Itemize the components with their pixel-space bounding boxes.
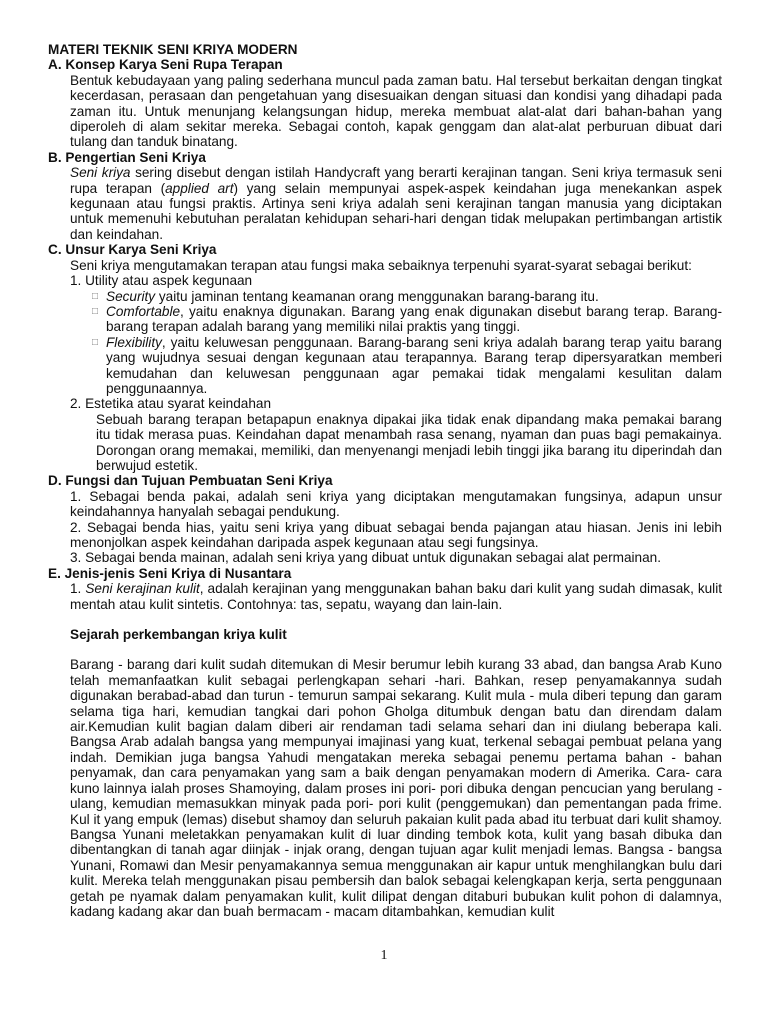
list-item: □ Security yaitu jaminan tentang keamanan orang menggunakan barang-barang itu. xyxy=(92,288,599,304)
list-item: 1. Sebagai benda pakai, adalah seni kriya yang diciptakan mengutamakan fungsinya, adapun unsur keindahannya hanyalah sebagai pendukung. xyxy=(70,488,722,520)
section-c-item-2-body: Sebuah barang terapan betapapun enaknya dipakai jika tidak enak dipandang maka pemakai barang itu tidak merasa puas. Keindahan dapat menambah rasa senang, nyaman dan puas bagi pemakainya. Dorongan orang memakai, memiliki, dan menyenangi menjadi lebih tinggi jika barang itu diperindah dan berwujud estetik. xyxy=(96,411,722,473)
section-a-heading: A. Konsep Karya Seni Rupa Terapan xyxy=(48,57,283,73)
section-c-intro: Seni kriya mengutamakan terapan atau fungsi maka sebaiknya terpenuhi syarat-syarat sebagai berikut: xyxy=(70,257,692,273)
section-c-item-1: 1. Utility atau aspek kegunaan xyxy=(70,273,253,289)
section-d-heading: D. Fungsi dan Tujuan Pembuatan Seni Kriya xyxy=(48,473,333,489)
section-c-heading: C. Unsur Karya Seni Kriya xyxy=(48,242,217,258)
section-b-body: Seni kriya sering disebut dengan istilah Handycraft yang berarti kerajinan tangan. Seni kriya termasuk seni rupa terapan (applied art) yang selain mempunyai aspek-aspek keindahan juga menekankan aspek kegunaan atau fungsi praktis. Artinya seni kriya adalah seni kerajinan tangan manusia yang diciptakan untuk memenuhi kebutuhan peralatan kehidupan sehari-hari dengan tidak melupakan pertimbangan artistik dan keindahan. xyxy=(70,165,722,242)
section-e-heading: E. Jenis-jenis Seni Kriya di Nusantara xyxy=(48,565,292,581)
list-item: 3. Sebagai benda mainan, adalah seni kriya yang dibuat untuk digunakan sebagai alat permainan. xyxy=(70,550,661,566)
checkbox-bullet-icon: □ xyxy=(92,305,99,317)
term-applied-art: applied art xyxy=(165,180,234,196)
history-body: Barang - barang dari kulit sudah ditemukan di Mesir berumur lebih kurang 33 abad, dan bangsa Arab Kuno telah memanfaatkan kulit sebagai perlengkapan sehari -hari. Bahkan, resep penyamakannya sudah digunakan berabad-abad dan turun - temurun sampai sekarang. Kulit mula - mula diberi tepung dan garam selama tiga hari, kemudian tangkai dari pohon Gholga ditumbuk dengan batu dan direndam dalam air.Kemudian kulit bagian dalam diberi air rendaman tadi selama sehari dan ini diulang beberapa kali. Bangsa Arab adalah bangsa yang mempunyai imajinasi yang kuat, terkenal sebagai pembuat pelana yang indah. Demikian juga bangsa Yahudi mengatakan mereka sebagai penemu pertama bahan - bahan penyamak, dan cara penyamakan yang sam a baik dengan penyamakan modern di Amerika. Cara- cara kuno lainnya ialah proses Shamoying, dalam proses ini pori- pori dibuka dengan pencucian yang berulang - ulang, kemudian memasukkan minyak pada pori- pori kulit (penggemukan) dan pementangan pada frime. Kul it yang empuk (lemas) disebut shamoy dan seluruh pakaian kulit pada abad itu terbuat dari kulit shamoy. Bangsa Yunani meletakkan penyamakan kulit di luar dinding tembok kota, kulit yang basah dibuka dan dibentangkan di tanah agar diinjak - injak orang, dengan tujuan agar kulit menjadi lemas. Bangsa - bangsa Yunani, Romawi dan Mesir penyamakannya semua menggunakan air kapur untuk menghilangkan bulu dari kulit. Mereka telah menggunakan pisau pembersih dan balok sebagai kelengkapan kerja, serta penggunaan getah pe nyamak dalam penyamakan kulit, kulit dilipat dengan ditaburi bubukan kulit pohon di dalamnya, kadang kadang akar dan buah bermacam - macam ditambahkan, kemudian kulit xyxy=(70,657,722,919)
section-c-item-2: 2. Estetika atau syarat keindahan xyxy=(70,396,272,412)
document-title: MATERI TEKNIK SENI KRIYA MODERN xyxy=(48,42,298,57)
term-seni-kerajinan-kulit: Seni kerajinan kulit xyxy=(85,581,200,597)
section-b-heading: B. Pengertian Seni Kriya xyxy=(48,149,206,165)
page-number: 1 xyxy=(380,948,388,963)
history-heading: Sejarah perkembangan kriya kulit xyxy=(70,627,287,643)
section-e-item-1: 1. Seni kerajinan kulit, adalah kerajinan yang menggunakan bahan baku dari kulit yang sudah dimasak, kulit mentah atau kulit sintetis. Contohnya: tas, sepatu, wayang dan lain-lain. xyxy=(70,581,722,612)
checkbox-bullet-icon: □ xyxy=(92,290,99,302)
list-item: □ Flexibility, yaitu keluwesan penggunaan. Barang-barang seni kriya adalah barang terap yaitu barang yang wujudnya sesuai dengan kegunaan atau terapannya. Barang terap dipersyaratkan memberi kemudahan dan keluwesan penggunaan agar pemakai tidak mengalami kesulitan dalam penggunaannya. xyxy=(92,334,722,396)
list-item: 2. Sebagai benda hias, yaitu seni kriya yang dibuat sebagai benda pajangan atau hiasan. Jenis ini lebih menonjolkan aspek keindahan daripada aspek kegunaan atau segi fungsinya. xyxy=(70,519,722,550)
document-page xyxy=(48,42,722,919)
list-item: □ Comfortable, yaitu enaknya digunakan. Barang yang enak digunakan disebut barang terap. Barang-barang terapan adalah barang yang memiliki nilai praktis yang tinggi. xyxy=(92,303,722,335)
term-seni-kriya: Seni kriya xyxy=(70,165,131,181)
checkbox-bullet-icon: □ xyxy=(92,336,99,348)
section-a-body: Bentuk kebudayaan yang paling sederhana muncul pada zaman batu. Hal tersebut berkaitan dengan tingkat kecerdasan, perasaan dan pengetahuan yang disesuaikan dengan situasi dan kondisi yang dihadapi pada zaman itu. Untuk menunjang kelangsungan hidup, mereka membuat alat-alat dari bahan-bahan yang diperoleh di alam sekitar mereka. Sebagai contoh, kapak genggam dan alat-alat perburuan dibuat dari tulang dan tanduk binatang. xyxy=(70,72,722,150)
